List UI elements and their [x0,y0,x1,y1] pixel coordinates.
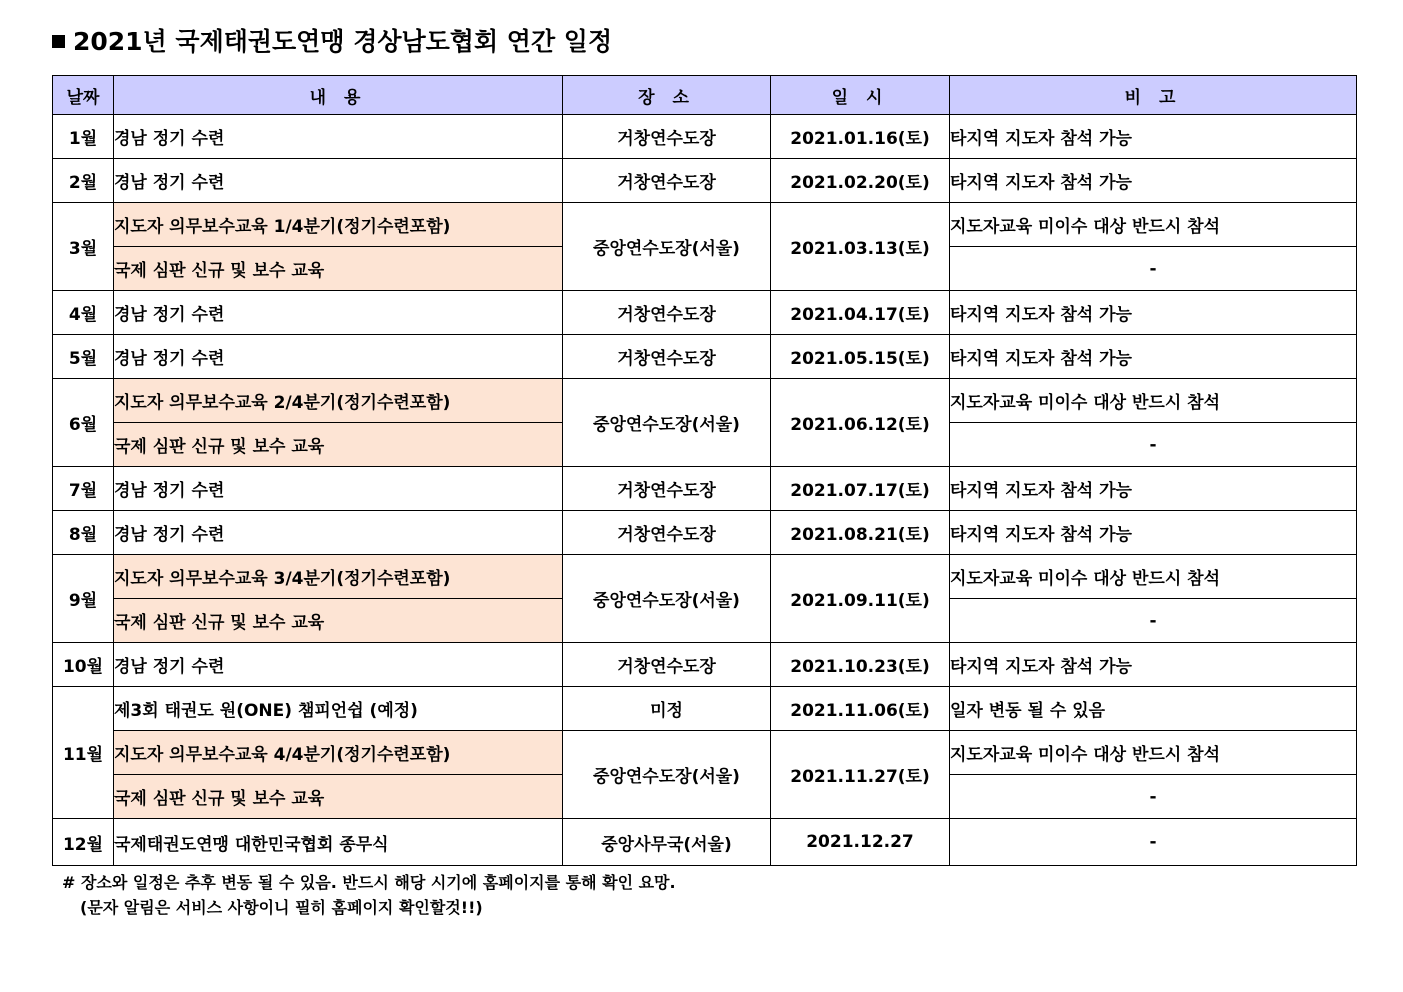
remark-cell: 지도자교육 미이수 대상 반드시 참석 [950,731,1357,775]
footnote-line-2: (문자 알림은 서비스 사항이니 필히 홈페이지 확인할것!!) [80,898,483,917]
place-cell: 거창연수도장 [563,291,771,335]
content-cell: 경남 정기 수련 [114,115,563,159]
place-cell: 중앙연수도장(서울) [563,731,771,819]
date-cell: 2021.08.21(토) [771,511,950,555]
remark-cell: - [950,599,1357,643]
table-header-row [53,76,1357,115]
place-cell: 중앙연수도장(서울) [563,379,771,467]
page-title [52,24,612,60]
table-row [53,555,1357,599]
remark-cell: 타지역 지도자 참석 가능 [950,643,1357,687]
table-row [53,819,1357,866]
place-cell: 거창연수도장 [563,159,771,203]
schedule-table [52,75,1357,866]
remark-cell: 일자 변동 될 수 있음 [950,687,1357,731]
date-cell: 2021.02.20(토) [771,159,950,203]
remark-cell: 지도자교육 미이수 대상 반드시 참석 [950,203,1357,247]
date-cell: 2021.03.13(토) [771,203,950,291]
date-cell: 2021.10.23(토) [771,643,950,687]
remark-cell: - [950,247,1357,291]
place-cell: 거창연수도장 [563,115,771,159]
header-place: 장 소 [563,76,771,115]
footnote-line-1: # 장소와 일정은 추후 변동 될 수 있음. 반드시 해당 시기에 홈페이지를 통해 확인 요망. [62,873,676,892]
table-row [53,731,1357,775]
remark-cell: 지도자교육 미이수 대상 반드시 참석 [950,379,1357,423]
remark-cell: 타지역 지도자 참석 가능 [950,291,1357,335]
month-cell: 1월 [53,115,114,159]
date-cell: 2021.05.15(토) [771,335,950,379]
month-cell: 10월 [53,643,114,687]
content-cell: 지도자 의무보수교육 3/4분기(정기수련포함) [114,555,563,599]
month-cell: 6월 [53,379,114,467]
remark-cell: 타지역 지도자 참석 가능 [950,511,1357,555]
header-date: 날짜 [53,76,114,115]
table-row [53,291,1357,335]
month-cell: 12월 [53,819,114,866]
content-cell: 경남 정기 수련 [114,335,563,379]
header-remark: 비 고 [950,76,1357,115]
content-cell: 국제 심판 신규 및 보수 교육 [114,775,563,819]
remark-cell: 타지역 지도자 참석 가능 [950,159,1357,203]
date-cell: 2021.06.12(토) [771,379,950,467]
table-row [53,335,1357,379]
remark-cell: 타지역 지도자 참석 가능 [950,115,1357,159]
date-cell: 2021.07.17(토) [771,467,950,511]
month-cell: 8월 [53,511,114,555]
table-row [53,687,1357,731]
remark-cell: 타지역 지도자 참석 가능 [950,335,1357,379]
place-cell: 거창연수도장 [563,511,771,555]
table-row [53,115,1357,159]
content-cell: 경남 정기 수련 [114,291,563,335]
content-cell: 국제태권도연맹 대한민국협회 종무식 [114,819,563,866]
date-cell: 2021.12.27 [771,819,950,866]
place-cell: 중앙사무국(서울) [563,819,771,866]
header-schedule: 일 시 [771,76,950,115]
remark-cell: 지도자교육 미이수 대상 반드시 참석 [950,555,1357,599]
footnotes [62,870,676,920]
table-row [53,467,1357,511]
table-row [53,379,1357,423]
remark-cell: - [950,423,1357,467]
date-cell: 2021.09.11(토) [771,555,950,643]
remark-cell: - [950,819,1357,866]
table-row [53,643,1357,687]
month-cell: 9월 [53,555,114,643]
table-row [53,203,1357,247]
content-cell: 경남 정기 수련 [114,159,563,203]
month-cell: 11월 [53,687,114,819]
content-cell: 경남 정기 수련 [114,511,563,555]
month-cell: 7월 [53,467,114,511]
content-cell: 경남 정기 수련 [114,467,563,511]
place-cell: 거창연수도장 [563,643,771,687]
header-content: 내 용 [114,76,563,115]
date-cell: 2021.11.27(토) [771,731,950,819]
content-cell: 지도자 의무보수교육 4/4분기(정기수련포함) [114,731,563,775]
month-cell: 5월 [53,335,114,379]
month-cell: 3월 [53,203,114,291]
date-cell: 2021.11.06(토) [771,687,950,731]
remark-cell: - [950,775,1357,819]
place-cell: 거창연수도장 [563,335,771,379]
month-cell: 4월 [53,291,114,335]
place-cell: 중앙연수도장(서울) [563,203,771,291]
square-bullet-icon [52,35,65,48]
content-cell: 지도자 의무보수교육 2/4분기(정기수련포함) [114,379,563,423]
place-cell: 미정 [563,687,771,731]
remark-cell: 타지역 지도자 참석 가능 [950,467,1357,511]
place-cell: 거창연수도장 [563,467,771,511]
content-cell: 국제 심판 신규 및 보수 교육 [114,247,563,291]
date-cell: 2021.01.16(토) [771,115,950,159]
date-cell: 2021.04.17(토) [771,291,950,335]
content-cell: 제3회 태권도 원(ONE) 챔피언쉽 (예정) [114,687,563,731]
table-row [53,159,1357,203]
content-cell: 국제 심판 신규 및 보수 교육 [114,599,563,643]
content-cell: 지도자 의무보수교육 1/4분기(정기수련포함) [114,203,563,247]
table-row [53,511,1357,555]
place-cell: 중앙연수도장(서울) [563,555,771,643]
month-cell: 2월 [53,159,114,203]
content-cell: 국제 심판 신규 및 보수 교육 [114,423,563,467]
page-title-text: 2021년 국제태권도연맹 경상남도협회 연간 일정 [73,27,613,56]
content-cell: 경남 정기 수련 [114,643,563,687]
